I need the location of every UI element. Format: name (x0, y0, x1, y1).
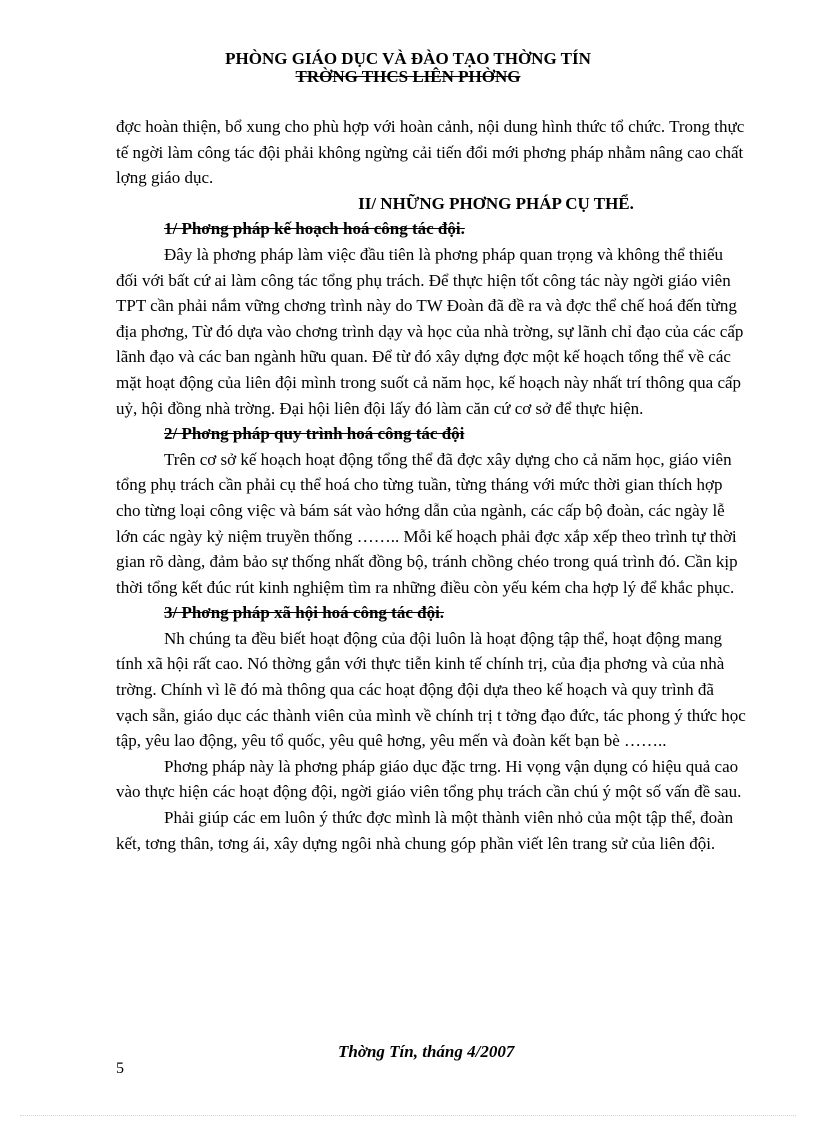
paragraph-method-2: Trên cơ sở kế hoạch hoạt động tổng thể đã đợc xây dựng cho cả năm học, giáo viên tổng phụ trách cần phải cụ thể hoá cho từng tuần, từng tháng với mức thời gian thích hợp cho từng loại công việc và bám sát vào hớng dẫn của ngành, các cấp bộ đoàn, các ngày lễ lớn các ngày kỷ niệm truyền thống …….. Mỗi kế hoạch phải đợc xắp xếp theo trình tự thời gian rõ dàng, đảm bảo sự thống nhất đồng bộ, tránh chồng chéo trong quá trình đó. Cần kịp thời tổng kết đúc rút kinh nghiệm tìm ra những điều còn yếu kém cha hợp lý để khắc phục. (116, 449, 738, 597)
subsection-title-1: 1/ Phơng pháp kế hoạch hoá công tác đội. (164, 219, 465, 239)
page-number: 5 (116, 1060, 124, 1077)
document-body (116, 114, 746, 856)
subsection-title-3: 3/ Phơng pháp xã hội hoá công tác đội. (164, 603, 445, 623)
paragraph-method-3: Nh chúng ta đều biết hoạt động của đội luôn là hoạt động tập thể, hoạt động mang tính xã hội rất cao. Nó thờng gắn với thực tiễn kinh tế chính trị, của địa phơng và của nhà trờng. Chính vì lẽ đó mà thông qua các hoạt động đội dựa theo kế hoạch và quy trình đã vạch sẵn, giáo dục các thành viên của mình về chính trị t tởng đạo đức, tác phong ý thức học tập, yêu lao động, yêu tổ quốc, yêu quê hơng, yêu mến và đoàn kết bạn bè …….. (116, 628, 746, 751)
page-break-divider (20, 1115, 796, 1116)
paragraph-method-1: Đây là phơng pháp làm việc đầu tiên là phơng pháp quan trọng và không thể thiếu đối với bất cứ ai làm công tác tổng phụ trách. Để thực hiện tốt công tác này ngời giáo viên TPT cần phải nắm vững chơng trình này do TW Đoàn đã đề ra và đợc thể chế hoá đến từng địa phơng, Từ đó dựa vào chơng trình dạy và học của nhà trờng, sự lãnh chỉ đạo của các cấp lãnh đạo và các ban ngành hữu quan. Để từ đó xây dựng đợc một kế hoạch tổng thể về các mặt hoạt động của liên đội mình trong suốt cả năm học, kế hoạch này nhất trí thông qua cấp uỷ, hội đồng nhà trờng. Đại hội liên đội lấy đó làm căn cứ cơ sở để thực hiện. (116, 244, 744, 418)
paragraph-method-3-note: Phơng pháp này là phơng pháp giáo dục đặc trng. Hi vọng vận dụng có hiệu quả cao vào thực hiện các hoạt động đội, ngời giáo viên tổng phụ trách cần chú ý một số vấn đề sau. (116, 756, 742, 802)
document-header (0, 50, 816, 86)
section-title: II/ NHỮNG PHƠNG PHÁP CỤ THỂ. (358, 193, 634, 213)
subsection-title-2: 2/ Phơng pháp quy trình hoá công tác đội (164, 424, 465, 444)
header-department: PHÒNG GIÁO DỤC VÀ ĐÀO TẠO THỜNG TÍN (225, 49, 591, 68)
signature-date: Thờng Tín, tháng 4/2007 (338, 1042, 515, 1061)
paragraph-intro: đợc hoàn thiện, bổ xung cho phù hợp với hoàn cảnh, nội dung hình thức tổ chức. Trong thực tế ngời làm công tác đội phải không ngừng cải tiến đổi mới phơng pháp nhằm nâng cao chất lợng giáo dục. (116, 117, 745, 188)
paragraph-closing: Phải giúp các em luôn ý thức đợc mình là một thành viên nhỏ của một tập thể, đoàn kết, tơng thân, tơng ái, xây dựng ngôi nhà chung góp phần viết lên trang sử của liên đội. (116, 808, 734, 853)
header-school: TRỜNG THCS LIÊN PHỜNG (295, 67, 521, 86)
